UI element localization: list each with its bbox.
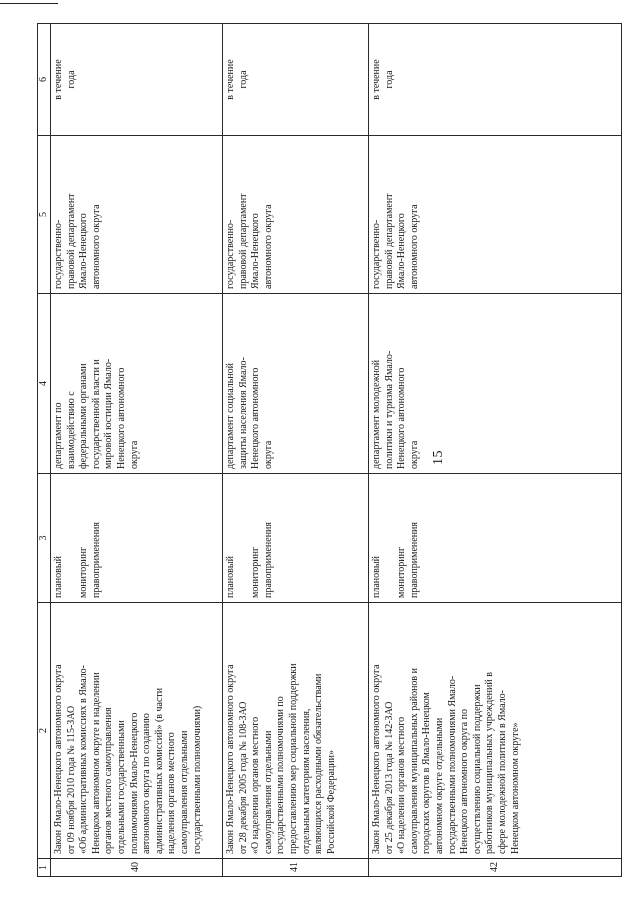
term-line: в течение [53, 59, 64, 100]
dept-line: Ямало-Ненецкого [250, 213, 262, 289]
dept-line: государственной власти и [90, 359, 102, 469]
term-cell [223, 24, 369, 136]
law-line: самоуправления отдельными [262, 730, 274, 854]
law-line: Ненецкого автономного округа по [459, 709, 471, 854]
term-line: года [65, 70, 77, 89]
row-number: 41 [223, 859, 369, 877]
law-line: отдельным категориям населения, [300, 708, 312, 854]
dept-line: правовой департамент [65, 193, 77, 289]
law-line: Закон Ямало-Ненецкого автономного округа [225, 664, 236, 854]
column-header: 5 [38, 136, 51, 294]
law-line: государственными полномочиями Ямало- [446, 675, 458, 854]
monitoring-type-cell [369, 474, 622, 603]
table-row [223, 24, 369, 877]
law-line: сфере молодежной политики в Ямало- [496, 690, 508, 854]
law-cell [51, 603, 223, 859]
row-number: 42 [369, 859, 622, 877]
type-line: правоприменения [90, 521, 102, 598]
dept-line: государственно- [371, 219, 382, 289]
dept-line: автономного округа [90, 204, 102, 289]
law-line: государственными полномочиями по [275, 696, 287, 854]
type-line: мониторинг [78, 546, 90, 598]
co-executor-cell [223, 136, 369, 294]
term-line: года [237, 70, 249, 89]
term-cell [369, 24, 622, 136]
dept-line: департамент социальной [225, 362, 236, 469]
law-line: наделения органов местного [166, 732, 178, 854]
law-line: «О наделении органов местного [396, 716, 408, 854]
row-number: 40 [51, 859, 223, 877]
responsible-department-cell [369, 294, 622, 474]
law-line: «О наделении органов местного [250, 716, 262, 854]
law-line: осуществлению социальной поддержки [471, 684, 483, 854]
dept-line: федеральными органами [78, 363, 90, 469]
law-cell [369, 603, 622, 859]
type-line [66, 478, 79, 598]
responsible-department-cell [223, 294, 369, 474]
term-line: в течение [225, 59, 236, 100]
dept-line: Ямало-Ненецкого [396, 213, 408, 289]
law-line: от 09 ноября 2010 года № 115-ЗАО [65, 705, 77, 854]
law-line: органов местного самоуправления [103, 707, 115, 854]
dept-line: политики и туризма Ямало- [383, 350, 395, 469]
column-header: 4 [38, 294, 51, 474]
law-line: работников муниципальных учреждений в [484, 672, 496, 854]
dept-line: мировой юстиции Ямало- [103, 358, 115, 469]
term-cell [51, 24, 223, 136]
type-line [238, 478, 251, 598]
table-row [369, 24, 622, 877]
column-header: 1 [38, 859, 51, 877]
law-line: от 28 декабря 2005 года № 108-ЗАО [237, 701, 249, 854]
law-line: «Об административных комиссиях в Ямало- [78, 664, 90, 854]
law-line: Ненецком автономном округе и наделении [90, 672, 102, 854]
type-line: мониторинг [250, 546, 262, 598]
type-line: плановый [53, 556, 64, 598]
law-line: административных комиссий» (в части [153, 687, 165, 854]
dept-line: департамент по [53, 402, 64, 469]
law-line: являющихся расходными обязательствами [313, 673, 325, 854]
law-line: самоуправления отдельными [178, 730, 190, 854]
term-line: года [383, 70, 395, 89]
dept-line: правовой департамент [237, 193, 249, 289]
type-line: мониторинг [396, 546, 408, 598]
responsible-department-cell [51, 294, 223, 474]
page-number: 15 [431, 450, 446, 465]
type-line: правоприменения [262, 521, 274, 598]
dept-line: Ненецкого автономного [250, 367, 262, 469]
law-line: Закон Ямало-Ненецкого автономного округа [371, 664, 382, 854]
law-line: Закон Ямало-Ненецкого автономного округа [53, 664, 64, 854]
law-line: полномочиями Ямало-Ненецкого [128, 712, 140, 854]
dept-line: департамент молодежной [371, 359, 382, 469]
dept-line: государственно- [225, 219, 236, 289]
law-line: Ненецком автономном округе» [509, 722, 521, 854]
dept-line: Ненецкого автономного [115, 367, 127, 469]
dept-line: автономного округа [408, 204, 420, 289]
type-line: правоприменения [408, 521, 420, 598]
header-row [38, 24, 51, 877]
law-line: от 25 декабря 2013 года № 142-ЗАО [383, 701, 395, 854]
dept-line: Ямало-Ненецкого [78, 213, 90, 289]
law-line: предоставлению мер социальной поддержки [287, 663, 299, 854]
monitoring-plan-table [37, 23, 622, 877]
dept-line: государственно- [53, 219, 64, 289]
dept-line: взаимодействию с [65, 391, 77, 469]
co-executor-cell [51, 136, 223, 294]
column-header: 6 [38, 24, 51, 136]
law-cell [223, 603, 369, 859]
dept-line: округа [128, 440, 140, 469]
monitoring-type-cell [223, 474, 369, 603]
type-line: плановый [371, 556, 382, 598]
law-line: городских округов в Ямало-Ненецком [421, 692, 433, 854]
law-line: Российской Федерации» [325, 749, 337, 854]
table-row [51, 24, 223, 877]
column-header: 2 [38, 603, 51, 859]
law-line: отдельными государственными [115, 720, 127, 854]
co-executor-cell [369, 136, 622, 294]
dept-line: защиты населения Ямало- [237, 357, 249, 469]
law-line: самоуправления муниципальных районов и [408, 667, 420, 854]
dept-line: округа [262, 440, 274, 469]
dept-line: автономного округа [262, 204, 274, 289]
column-header: 3 [38, 474, 51, 603]
law-line: автономного округа по созданию [141, 713, 153, 854]
dept-line: Ненецкого автономного [396, 367, 408, 469]
type-line: плановый [225, 556, 236, 598]
monitoring-type-cell [51, 474, 223, 603]
dept-line: правовой департамент [383, 193, 395, 289]
dept-line: округа [408, 440, 420, 469]
type-line [384, 478, 397, 598]
law-line: автономном округе отдельными [433, 717, 445, 854]
law-line: государственными полномочиями) [191, 705, 203, 854]
term-line: в течение [371, 59, 382, 100]
